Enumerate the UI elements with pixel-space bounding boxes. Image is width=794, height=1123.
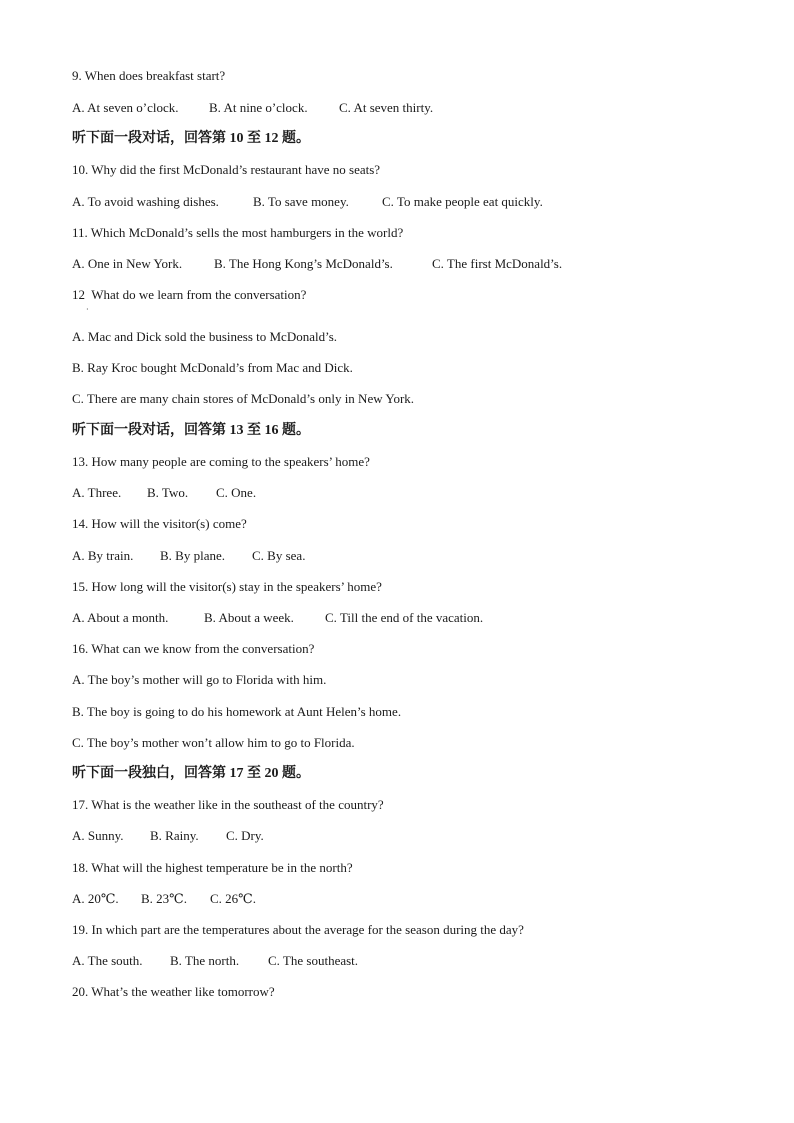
answer-option: A. Mac and Dick sold the business to McDonald’s. [72,329,338,344]
answer-option: B. At nine o’clock. [209,100,308,115]
answer-option: B. By plane. [160,548,225,563]
answer-option: C. At seven thirty. [339,100,434,115]
answer-option: A. The boy’s mother will go to Florida with him. [72,672,327,687]
question-text: 18. What will the highest temperature be in the north? [72,860,353,875]
answer-option: B. The north. [170,953,240,968]
answer-option: B. Rainy. [150,828,199,843]
answer-option: B. About a week. [204,610,294,625]
answer-option: A. One in New York. [72,256,183,271]
answer-option: A. Sunny. [72,828,124,843]
answer-option: B. 23℃. [141,891,187,906]
question-text: 10. Why did the first McDonald’s restaurant have no seats? [72,162,381,177]
section-heading: 听下面一段对话，回答第 10 至 12 题。 [72,131,310,146]
answer-option: C. The southeast. [268,953,359,968]
section-heading: 听下面一段独白，回答第 17 至 20 题。 [72,766,310,781]
answer-option: C. To make people eat quickly. [382,194,543,209]
answer-option: C. Till the end of the vacation. [325,610,484,625]
answer-option: A. 20℃. [72,891,119,906]
stray-dot: · [86,305,89,314]
answer-option: C. One. [216,485,257,500]
answer-option: B. To save money. [253,194,349,209]
question-text: 9. When does breakfast start? [72,68,226,83]
answer-option: A. The south. [72,953,143,968]
answer-option: C. 26℃. [210,891,256,906]
answer-option: A. To avoid washing dishes. [72,194,219,209]
answer-option: A. By train. [72,548,134,563]
question-text: 16. What can we know from the conversation? [72,641,315,656]
answer-option: A. At seven o’clock. [72,100,179,115]
answer-option: C. There are many chain stores of McDonald’s only in New York. [72,391,415,406]
question-text: 11. Which McDonald’s sells the most hamburgers in the world? [72,225,404,240]
answer-option: C. Dry. [226,828,264,843]
answer-option: A. Three. [72,485,122,500]
answer-option: C. The boy’s mother won’t allow him to go to Florida. [72,735,355,750]
answer-option: C. By sea. [252,548,306,563]
question-text: 13. How many people are coming to the speakers’ home? [72,454,370,469]
answer-option: A. About a month. [72,610,169,625]
answer-option: B. The boy is going to do his homework at Aunt Helen’s home. [72,704,402,719]
question-text: 19. In which part are the temperatures about the average for the season during the day? [72,922,524,937]
answer-option: B. Two. [147,485,189,500]
question-text: 14. How will the visitor(s) come? [72,516,247,531]
question-text: 17. What is the weather like in the southeast of the country? [72,797,384,812]
question-text: 20. What’s the weather like tomorrow? [72,984,275,999]
question-text: 15. How long will the visitor(s) stay in the speakers’ home? [72,579,382,594]
answer-option: C. The first McDonald’s. [432,256,563,271]
answer-option: B. Ray Kroc bought McDonald’s from Mac and Dick. [72,360,353,375]
section-heading: 听下面一段对话，回答第 13 至 16 题。 [72,423,310,438]
question-text: 12 What do we learn from the conversation? [72,287,307,302]
answer-option: B. The Hong Kong’s McDonald’s. [214,256,393,271]
